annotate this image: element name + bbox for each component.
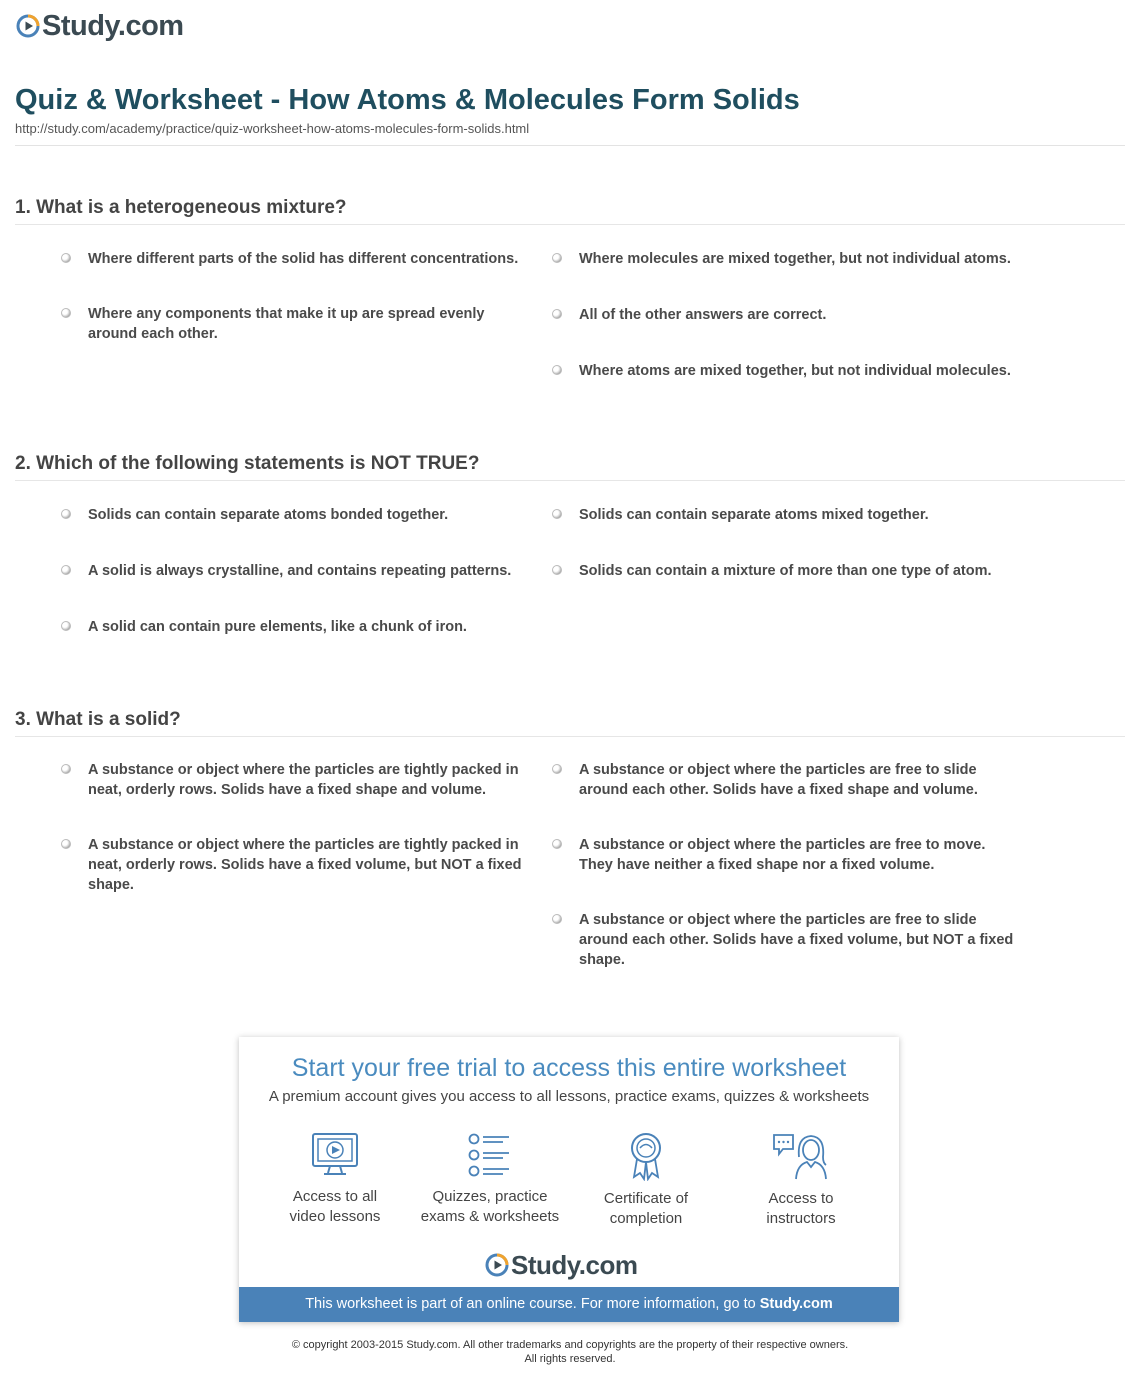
logo-text: Study.com <box>511 1250 638 1280</box>
feature-instructors <box>726 1131 876 1229</box>
answer-option[interactable]: A substance or object where the particles are free to slide around each other. Solids have a fixed volume, but NOT a fixed shape. <box>579 910 1019 970</box>
answer-option[interactable]: Where molecules are mixed together, but not individual atoms. <box>579 249 1019 269</box>
radio-button[interactable] <box>61 308 71 318</box>
radio-button[interactable] <box>552 764 562 774</box>
answer-option[interactable]: A solid can contain pure elements, like a chunk of iron. <box>88 617 528 637</box>
answer-option[interactable]: Where any components that make it up are spread evenly around each other. <box>88 304 528 344</box>
answer-option[interactable]: A substance or object where the particles are free to move. They have neither a fixed shape nor a fixed volume. <box>579 835 1019 875</box>
feature-video-lessons <box>260 1131 410 1227</box>
feature-certificate <box>571 1131 721 1229</box>
answer-option[interactable]: A substance or object where the particles are free to slide around each other. Solids have a fixed shape and volume. <box>579 760 1019 800</box>
instructor-icon <box>771 1131 831 1181</box>
copyright-footer: © copyright 2003-2015 Study.com. All other trademarks and copyrights are the property of their respective owners. All rights reserved. <box>291 1339 849 1365</box>
promo-subtitle: A premium account gives you access to all lessons, practice exams, quizzes & worksheets <box>268 1088 870 1105</box>
certificate-icon <box>621 1131 671 1181</box>
answer-option[interactable]: A substance or object where the particles are tightly packed in neat, orderly rows. Solids have a fixed volume, but NOT a fixed shape. <box>88 835 528 895</box>
radio-button[interactable] <box>552 565 562 575</box>
question-3 <box>15 707 1125 968</box>
question-2 <box>15 451 1125 635</box>
answer-option[interactable]: A solid is always crystalline, and contains repeating patterns. <box>88 561 528 581</box>
study-link[interactable]: Study.com <box>759 1296 833 1312</box>
question-title: 3. What is a solid? <box>15 709 181 730</box>
answer-option[interactable]: Solids can contain separate atoms mixed together. <box>579 505 1019 525</box>
answer-option[interactable]: All of the other answers are correct. <box>579 305 1019 325</box>
feature-label: Access to instructors <box>766 1190 836 1227</box>
radio-button[interactable] <box>61 565 71 575</box>
radio-button[interactable] <box>61 253 71 263</box>
question-title: 2. Which of the following statements is NOT TRUE? <box>15 453 480 474</box>
radio-button[interactable] <box>61 839 71 849</box>
course-info-banner: This worksheet is part of an online course. For more information, go to Study.com <box>239 1287 899 1322</box>
divider <box>15 145 1125 146</box>
radio-button[interactable] <box>61 621 71 631</box>
radio-button[interactable] <box>552 914 562 924</box>
answer-option[interactable]: Solids can contain separate atoms bonded together. <box>88 505 528 525</box>
play-logo-icon <box>16 14 40 38</box>
feature-label: Quizzes, practice exams & worksheets <box>420 1188 560 1225</box>
question-title: 1. What is a heterogeneous mixture? <box>15 197 347 218</box>
page-title: Quiz & Worksheet - How Atoms & Molecules Form Solids <box>15 84 800 116</box>
radio-button[interactable] <box>552 365 562 375</box>
site-logo[interactable] <box>16 10 184 42</box>
radio-button[interactable] <box>552 509 562 519</box>
answer-option[interactable]: Solids can contain a mixture of more than one type of atom. <box>579 561 1019 581</box>
answer-option[interactable]: Where different parts of the solid has different concentrations. <box>88 249 528 269</box>
video-lesson-icon <box>310 1131 360 1179</box>
feature-quizzes <box>415 1131 565 1227</box>
radio-button[interactable] <box>61 764 71 774</box>
feature-label: Certificate of completion <box>603 1190 689 1227</box>
promo-title[interactable]: Start your free trial to access this entire worksheet <box>291 1054 847 1082</box>
radio-button[interactable] <box>61 509 71 519</box>
radio-button[interactable] <box>552 253 562 263</box>
answer-option[interactable]: Where atoms are mixed together, but not individual molecules. <box>579 361 1019 381</box>
page-url: http://study.com/academy/practice/quiz-worksheet-how-atoms-molecules-form-solids.html <box>15 121 530 136</box>
radio-button[interactable] <box>552 309 562 319</box>
free-trial-promo <box>239 1037 899 1322</box>
question-divider <box>15 224 1125 225</box>
logo-text: Study.com <box>42 10 184 42</box>
radio-button[interactable] <box>552 839 562 849</box>
question-divider <box>15 480 1125 481</box>
checklist-icon <box>465 1131 515 1179</box>
answer-option[interactable]: A substance or object where the particles are tightly packed in neat, orderly rows. Solids have a fixed shape and volume. <box>88 760 528 800</box>
promo-logo[interactable] <box>485 1250 637 1280</box>
question-1 <box>15 195 1125 379</box>
feature-label: Access to all video lessons <box>289 1188 381 1225</box>
question-divider <box>15 736 1125 737</box>
play-logo-icon <box>485 1253 509 1277</box>
